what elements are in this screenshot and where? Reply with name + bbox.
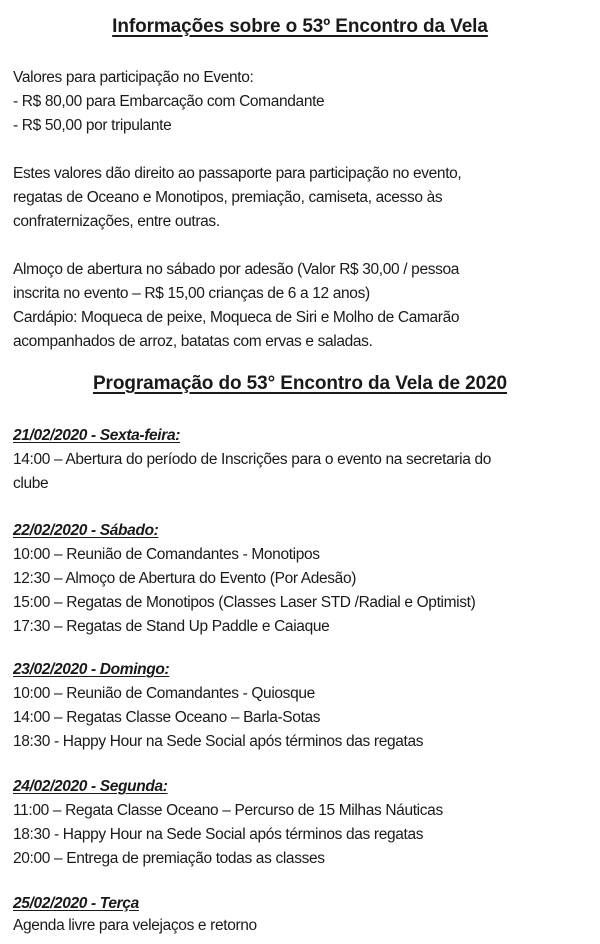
schedule-item: 10:00 – Reunião de Comandantes - Monotipos [13,546,320,563]
schedule-item: 17:30 – Regatas de Stand Up Paddle e Caiaque [13,618,330,635]
schedule-item: 14:00 – Abertura do período de Inscrições para o evento na secretaria do [13,451,492,468]
passport-text: confraternizações, entre outras. [13,213,220,230]
value-item: - R$ 80,00 para Embarcação com Comandante [13,93,325,110]
schedule-item: Agenda livre para velejaços e retorno [13,917,257,934]
day-heading: 23/02/2020 - Domingo: [13,661,170,678]
passport-text: Estes valores dão direito ao passaporte para participação no evento, [13,165,462,182]
program-heading: Programação do 53° Encontro da Vela de 2020 [92,373,508,394]
schedule-item: 10:00 – Reunião de Comandantes - Quiosque [13,685,315,702]
day-heading: 25/02/2020 - Terça [13,895,139,912]
day-heading: 22/02/2020 - Sábado: [13,522,159,539]
schedule-item: 11:00 – Regata Classe Oceano – Percurso de 15 Milhas Náuticas [13,802,443,819]
schedule-item: clube [13,475,49,492]
day-heading: 24/02/2020 - Segunda: [13,778,168,795]
value-item: - R$ 50,00 por tripulante [13,117,172,134]
schedule-item: 18:30 - Happy Hour na Sede Social após términos das regatas [13,826,424,843]
info-heading: Informações sobre o 53º Encontro da Vela [112,16,488,37]
lunch-text: Almoço de abertura no sábado por adesão (Valor R$ 30,00 / pessoa [13,261,460,278]
schedule-item: 12:30 – Almoço de Abertura do Evento (Por Adesão) [13,570,357,587]
schedule-item: 20:00 – Entrega de premiação todas as classes [13,850,325,867]
lunch-text: inscrita no evento – R$ 15,00 crianças de 6 a 12 anos) [13,285,370,302]
schedule-item: 14:00 – Regatas Classe Oceano – Barla-Sotas [13,709,321,726]
values-intro: Valores para participação no Evento: [13,69,254,86]
day-heading: 21/02/2020 - Sexta-feira: [13,427,181,444]
menu-text: acompanhados de arroz, batatas com ervas e saladas. [13,333,373,350]
passport-text: regatas de Oceano e Monotipos, premiação, camiseta, acesso às [13,189,443,206]
menu-text: Cardápio: Moqueca de peixe, Moqueca de Siri e Molho de Camarão [13,309,460,326]
schedule-item: 15:00 – Regatas de Monotipos (Classes Laser STD /Radial e Optimist) [13,594,476,611]
schedule-item: 18:30 - Happy Hour na Sede Social após términos das regatas [13,733,424,750]
